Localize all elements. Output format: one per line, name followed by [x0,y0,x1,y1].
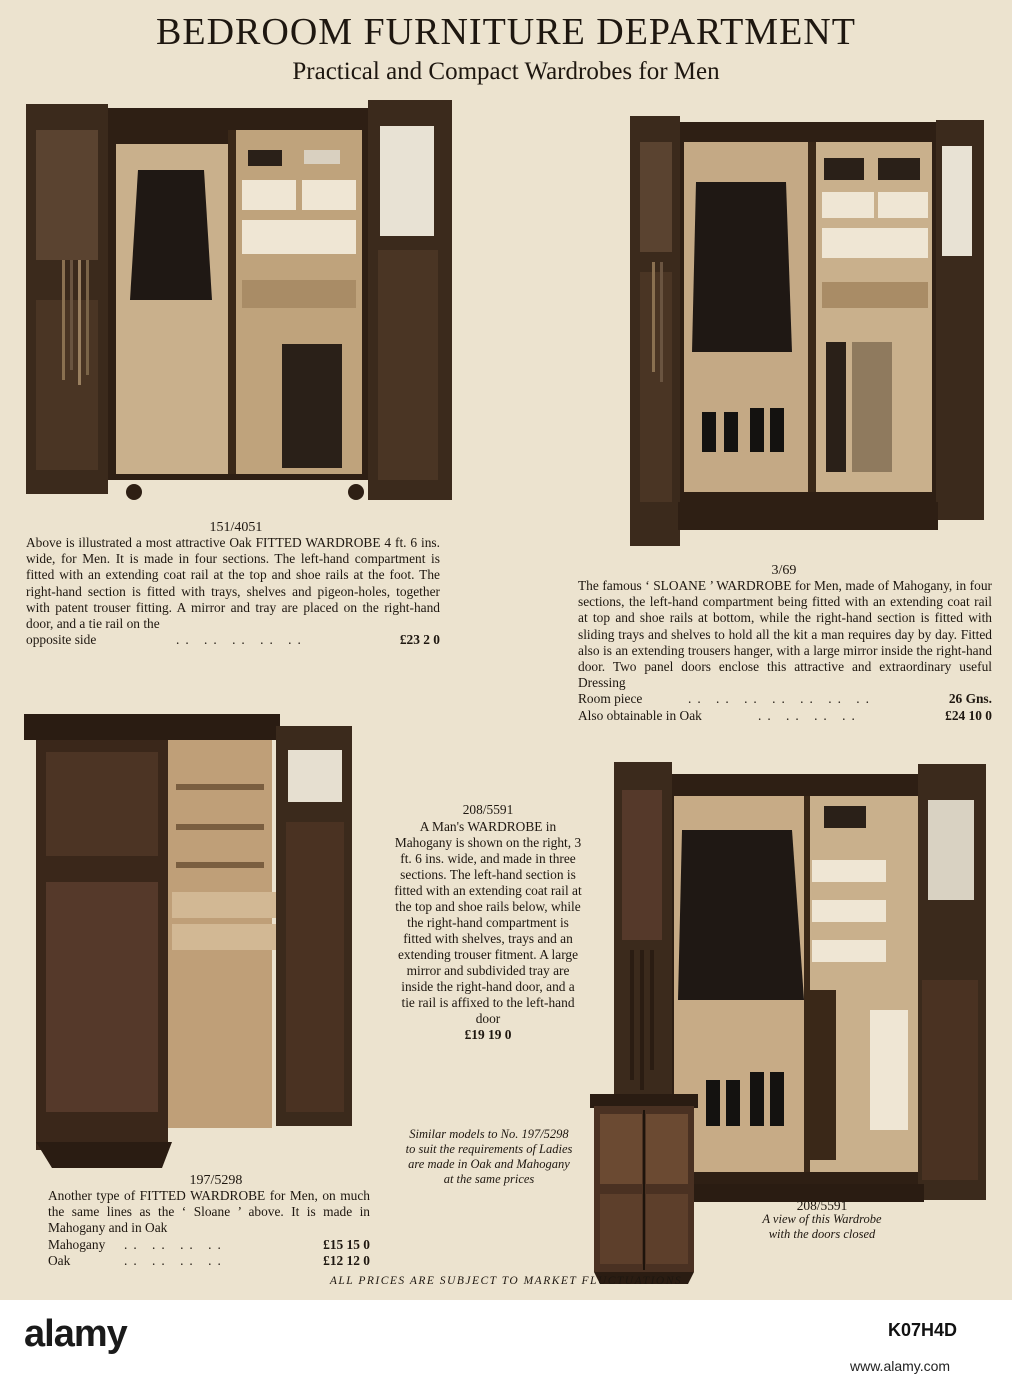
mahogany-fitted-wardrobe-photo [22,712,358,1170]
description-text: The famous ‘ SLOANE ’ WARDROBE for Men, made of Mahogany, in four sections, the left-hand compartment being fitted with an extending coat rail at top and shoe rails at bottom, while the right-hand section is fitted with sliding trays and shelves to hold all the kit a man requires day by day. Fitted also is an extending trousers hanger, with a large mirror inside the right-hand door. Two panel doors enclose this attractive and extraordinary useful Dressing [578,578,992,691]
mans-wardrobe-closed-photo [588,1092,700,1286]
price-value: £15 15 0 [323,1236,370,1252]
price-value: £19 19 0 [464,1027,512,1042]
price-line: Mahogany .. .. .. .. £15 15 0 [48,1236,370,1252]
price-value: 26 Gns. [948,691,992,707]
price-label: Mahogany [48,1236,106,1252]
item-description [393,802,583,1043]
page-footer: ALL PRICES ARE SUBJECT TO MARKET FLUCTUATIONS [329,1275,683,1287]
description-text: A Man's WARDROBE in Mahogany is shown on the right, 3 ft. 6 ins. wide, and made in three sections. The left-hand section is fitted with an extending coat rail at the top and shoe rails below, while the right-hand compartment is fitted with shelves, trays and an extending trouser fitment. A large mirror and subdivided tray are inside the right-hand door, and a tie rail is affixed to the left-hand door [394,819,582,1026]
item-description [578,578,992,724]
similar-models-note: Similar models to No. 197/5298 to suit the requirements of Ladies are made in Oak and Mahogany at the same prices [405,1127,573,1186]
price-value: £12 12 0 [323,1252,370,1268]
price-line: opposite side .. .. .. .. .. £23 2 0 [26,632,440,648]
price-label: Room piece [578,691,643,707]
item-description [48,1188,370,1269]
page-title: BEDROOM FURNITURE DEPARTMENT [156,11,856,53]
sloane-wardrobe-photo [626,112,984,550]
alt-price-value: £24 10 0 [945,707,992,723]
item-code: 151/4051 [209,520,263,535]
closed-view-code: 208/5591 [796,1198,848,1213]
page-subtitle: Practical and Compact Wardrobes for Men [292,58,720,85]
alamy-logo: alamy [24,1313,127,1355]
watermark-url: www.alamy.com [850,1358,951,1374]
item-code: 3/69 [771,563,797,578]
price-value: £23 2 0 [399,632,440,648]
price-label: Oak [48,1252,71,1268]
price-label: opposite side [26,632,97,648]
description-text: Above is illustrated a most attractive Oak FITTED WARDROBE 4 ft. 6 ins. wide, for Men. It is made in four sections. The left-hand compartment is fitted with an extending coat rail at the top and shoe rails at the foot. The right-hand section is fitted with trays, shelves and pigeon-holes, together with patent trouser fitting. A mirror and tray are placed on the right-hand door, and a tie rail on the [26,535,440,632]
item-code: 197/5298 [189,1173,243,1188]
price-line: Oak .. .. .. .. £12 12 0 [48,1252,370,1268]
price-line: Room piece .. .. .. .. .. .. .. 26 Gns. [578,691,992,707]
watermark-band [0,1300,1012,1390]
item-code: 208/5591 [462,802,514,817]
oak-fitted-wardrobe-photo [26,100,456,512]
item-description [26,535,440,648]
description-text: Another type of FITTED WARDROBE for Men, on much the same lines as the ‘ Sloane ’ above. It is made in Mahogany and in Oak [48,1188,370,1236]
alt-price-label: Also obtainable in Oak [578,707,702,723]
closed-view-caption: A view of this Wardrobe with the doors closed [762,1212,882,1241]
image-reference: K07H4D [888,1320,958,1340]
alt-price-line: Also obtainable in Oak .. .. .. .. £24 10 0 [578,707,992,723]
